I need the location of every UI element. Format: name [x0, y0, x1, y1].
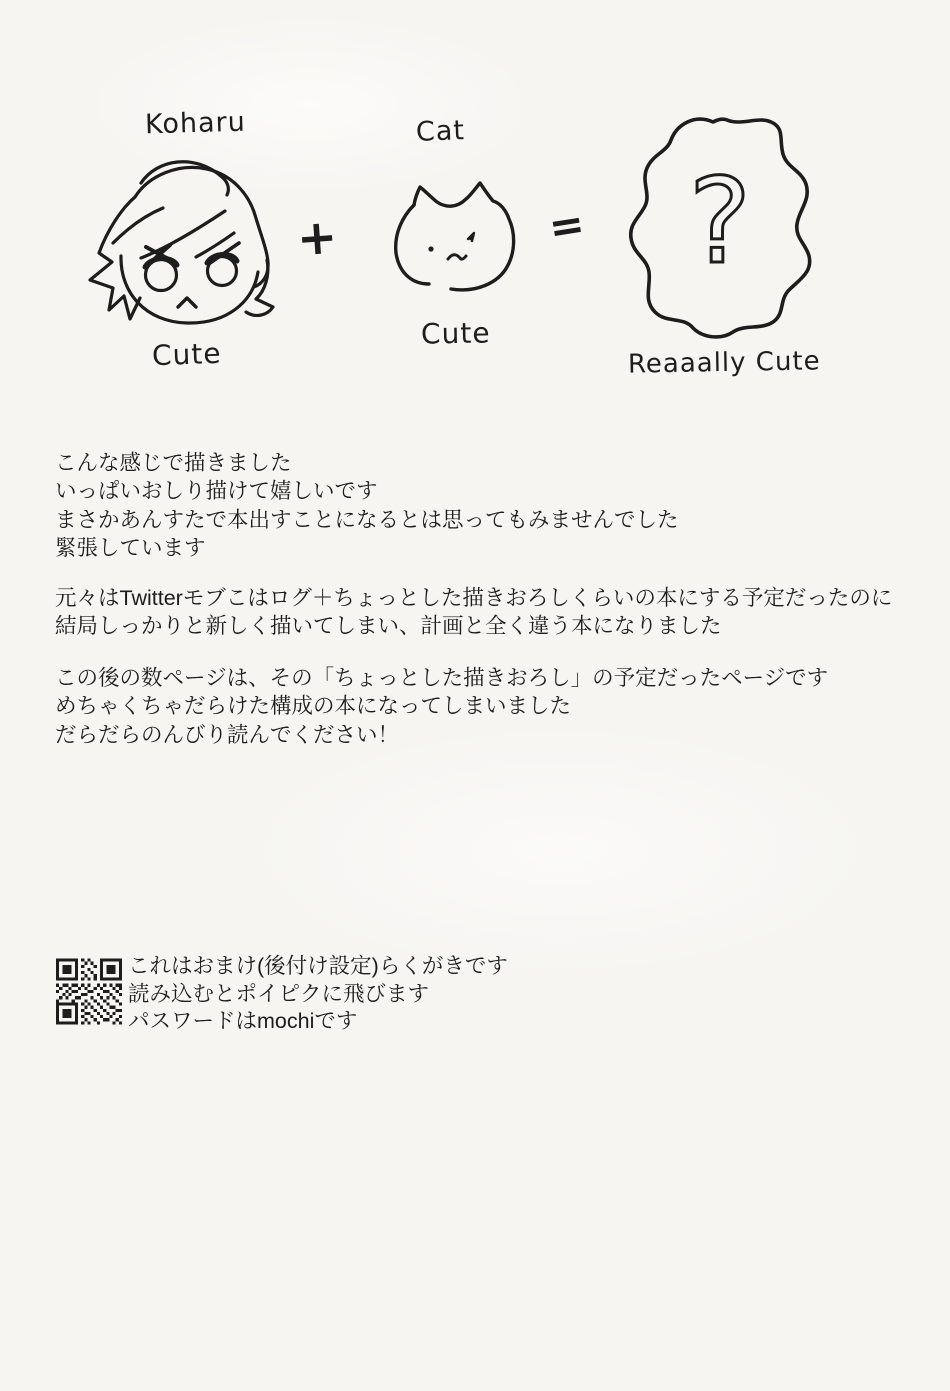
afterword-paragraph-2 — [55, 584, 892, 641]
qr-note-text — [128, 953, 508, 1036]
afterword-paragraph-3 — [55, 664, 828, 749]
result-caption: Reaaally Cute — [627, 346, 821, 380]
afterword-line: 元々はTwitterモブこはログ＋ちょっとした描きおろしくらいの本にする予定だったのに — [55, 586, 893, 610]
qr-code-icon — [56, 958, 122, 1025]
equals-sign: = — [545, 198, 589, 253]
cat-label: Cat — [415, 115, 466, 148]
qr-note-line-3: パスワードはmochiです — [128, 1009, 358, 1034]
afterword-paragraph-1 — [55, 449, 679, 563]
chibi-koharu-face-icon — [83, 150, 298, 340]
question-scribble-icon — [623, 110, 818, 345]
afterword-line: 結局しっかりと新しく描いてしまい、計画と全く違う本になりました — [55, 614, 722, 639]
cat-face-icon — [388, 171, 518, 303]
afterword-line: だらだらのんびり読んでください！ — [55, 722, 400, 747]
afterword-line: この後の数ページは、その「ちょっとした描きおろし」の予定だったページです — [55, 666, 829, 690]
afterword-line: めちゃくちゃだらけた構成の本になってしまいました — [55, 694, 572, 719]
qr-note-block — [56, 955, 756, 1045]
koharu-label: Koharu — [144, 106, 247, 141]
afterword-line: まさかあんすたで本出すことになるとは思ってもみませんでした — [55, 507, 679, 532]
qr-note-line-1: これはおまけ(後付け設定)らくがきです — [128, 954, 508, 978]
qr-note-line-2: 読み込むとポイピクに飛びます — [128, 981, 430, 1006]
afterword-line: こんな感じで描きました — [55, 451, 292, 475]
question-mark: ? — [688, 152, 752, 290]
cat-cute-caption: Cute — [420, 316, 491, 351]
koharu-cute-caption: Cute — [151, 336, 223, 373]
plus-sign: + — [295, 208, 341, 268]
doodle-equation — [0, 0, 950, 420]
afterword-line: いっぱいおしり描けて嬉しいです — [55, 479, 378, 504]
afterword-line: 緊張しています — [55, 536, 206, 561]
